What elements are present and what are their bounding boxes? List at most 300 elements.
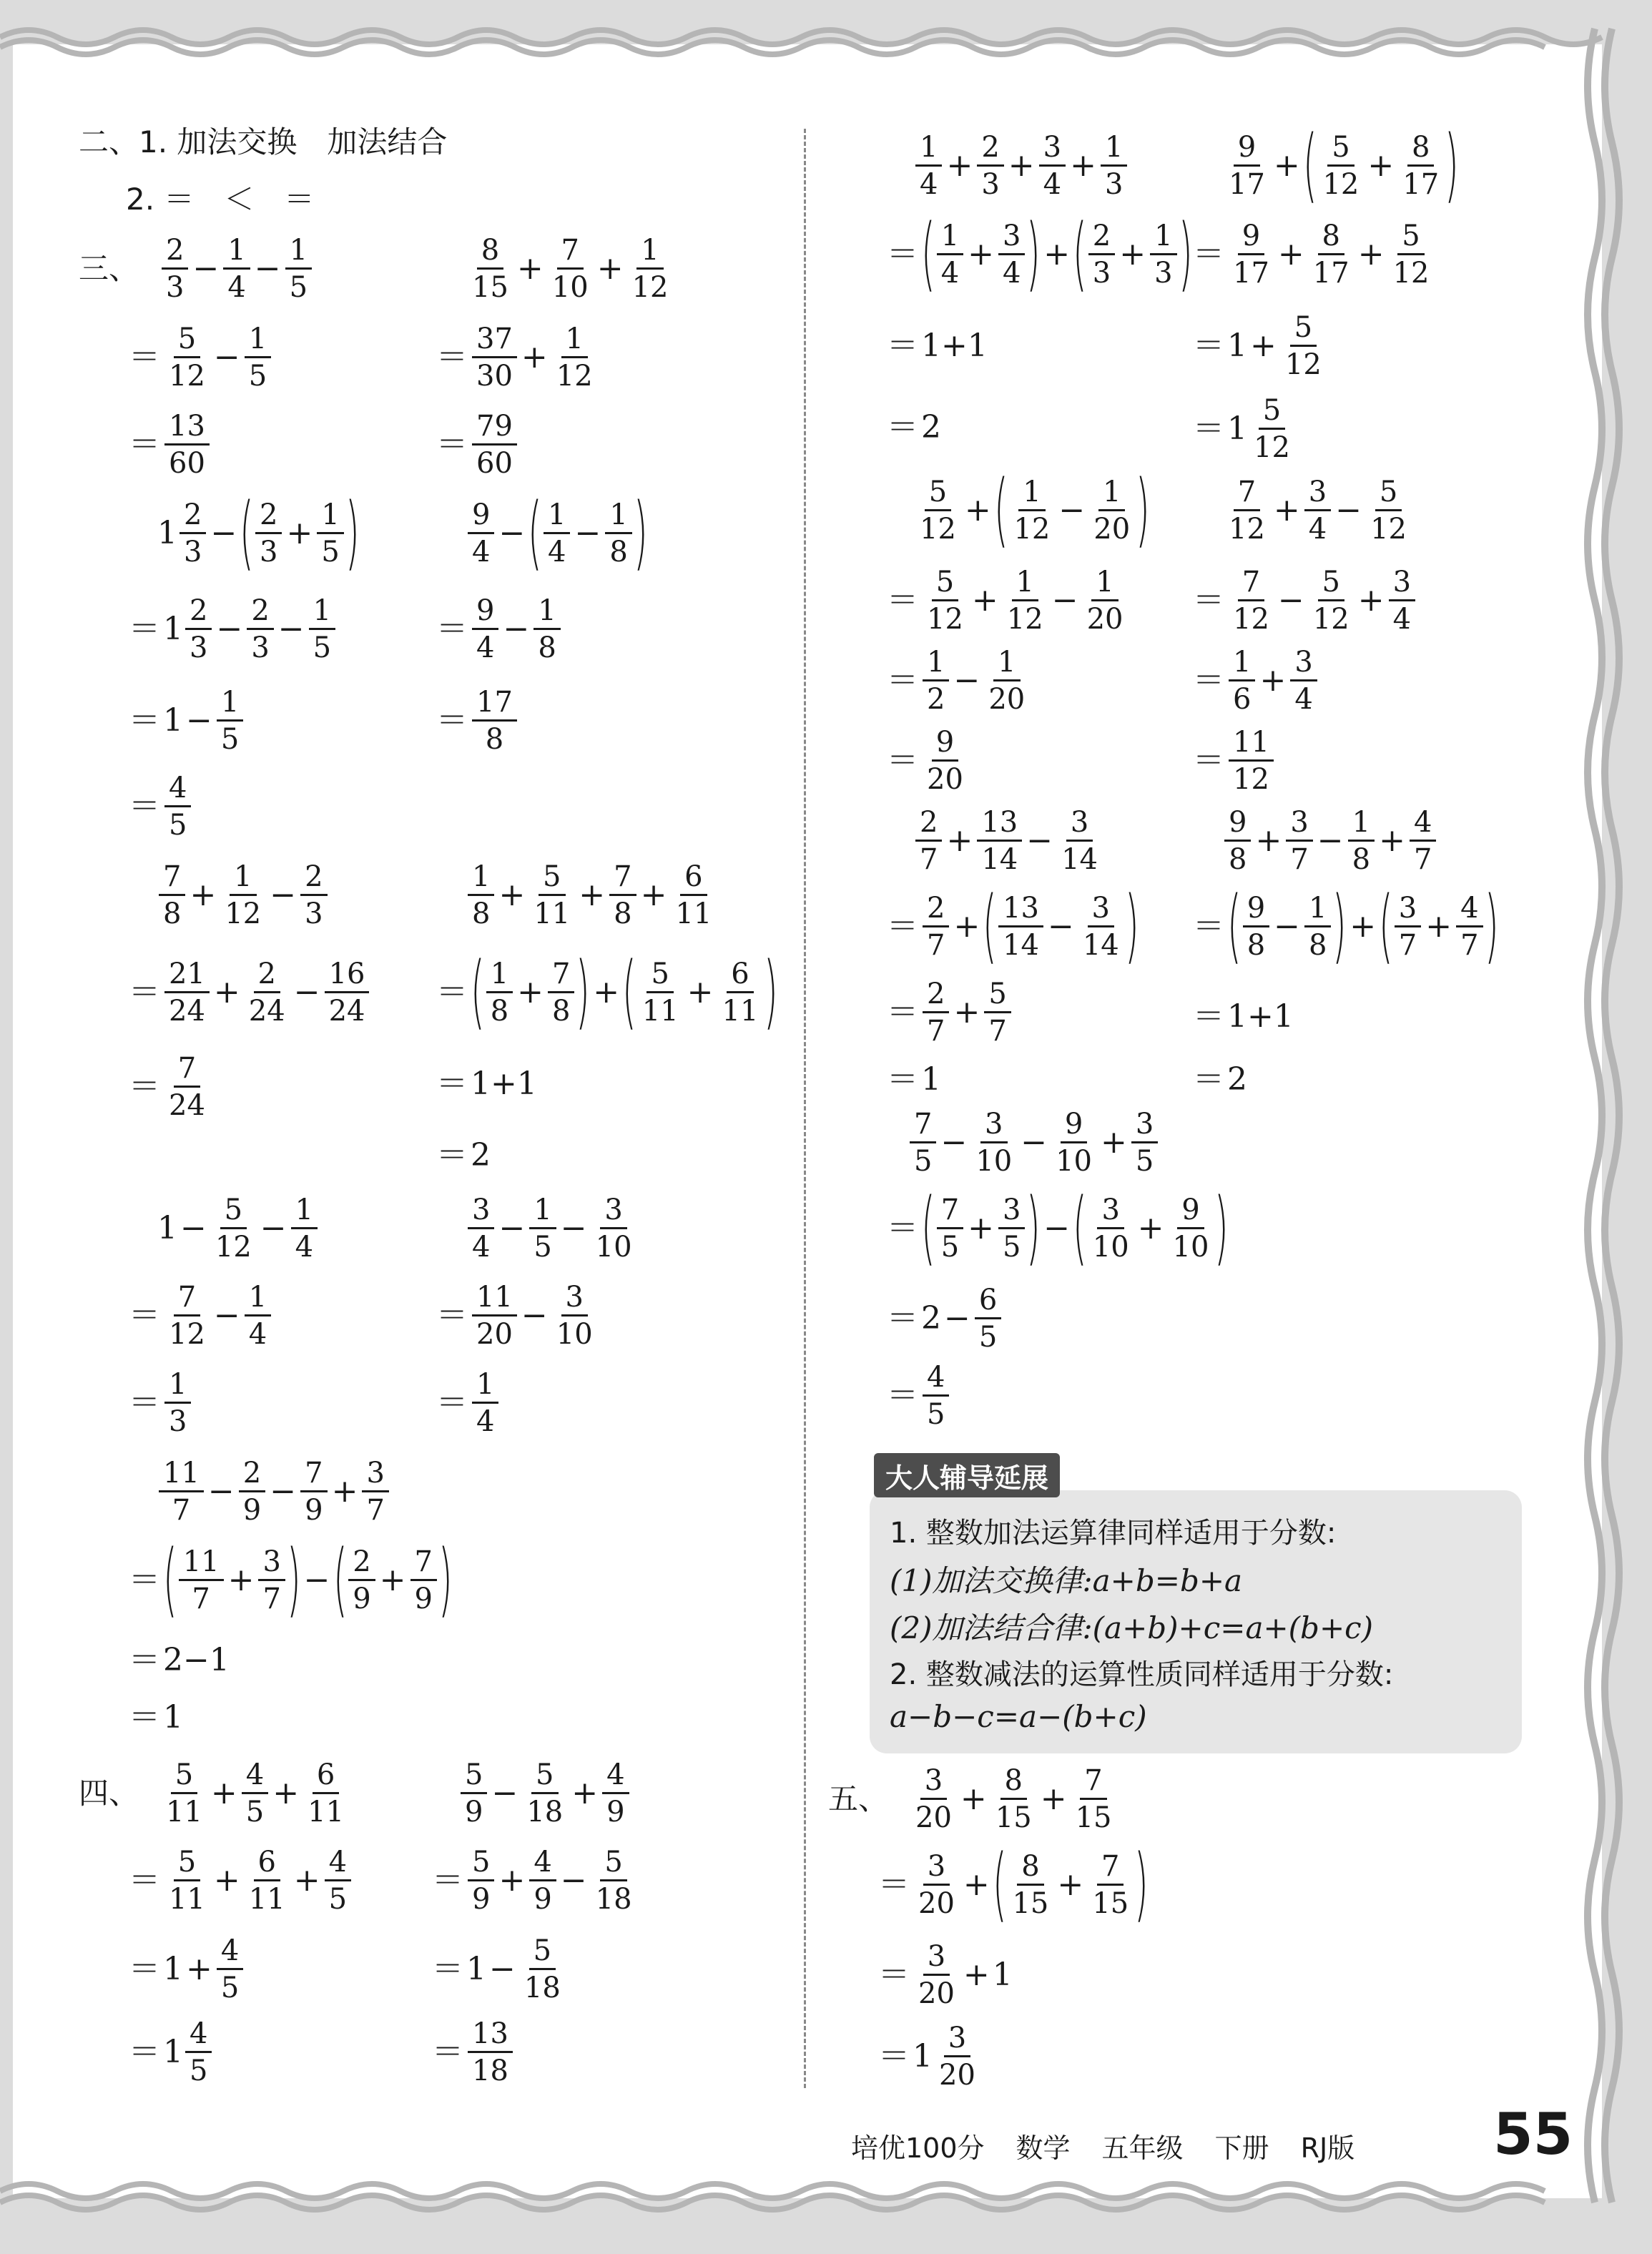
left-paren: (: [1379, 880, 1393, 973]
denominator: 5: [534, 1231, 552, 1264]
numerator: 4: [923, 1363, 949, 1397]
denominator: 5: [220, 1972, 240, 2004]
fraction: [309, 596, 335, 662]
equals-sign: ＝: [432, 1862, 463, 1899]
denominator: 10: [975, 1145, 1013, 1178]
denominator: 60: [476, 447, 513, 480]
fraction: [1089, 476, 1134, 546]
fraction: [1078, 894, 1124, 960]
fraction: [1003, 568, 1048, 634]
denominator: 5: [220, 723, 240, 756]
fraction: [179, 1547, 224, 1613]
fraction: [242, 1758, 268, 1829]
numerator: 9: [1224, 808, 1251, 842]
denominator: 3: [184, 536, 202, 569]
right-paren: ): [286, 1533, 301, 1627]
fraction: [520, 1936, 565, 2002]
denominator: 17: [1312, 257, 1349, 290]
numerator: 7: [557, 236, 584, 270]
expr-row: [126, 1699, 183, 1736]
numerator: 3: [998, 222, 1025, 255]
value: 2: [921, 409, 941, 446]
fraction: [984, 648, 1029, 714]
equals-sign: ＝: [129, 1384, 160, 1421]
operator: −: [521, 1297, 548, 1334]
equals-sign: ＝: [129, 339, 160, 375]
fraction: [1304, 476, 1331, 546]
operator: +: [1273, 147, 1300, 184]
expr-row: [908, 1110, 1159, 1176]
expr-row: [433, 1068, 537, 1100]
operator: −: [1335, 492, 1362, 528]
fraction: [1286, 808, 1312, 874]
fraction: [1088, 1194, 1134, 1264]
expr-row: [126, 323, 272, 393]
fraction: [159, 1459, 204, 1525]
denominator: 9: [472, 1883, 491, 1916]
left-paren: (: [1302, 119, 1317, 212]
operator: −: [1021, 1124, 1048, 1161]
expr-row: [429, 1848, 638, 1914]
numerator: 4: [242, 1761, 268, 1794]
numerator: 5: [600, 1848, 626, 1881]
denominator: 60: [169, 447, 205, 480]
operator: +: [1040, 1781, 1067, 1817]
operator: +: [1119, 236, 1146, 272]
fraction: [164, 323, 210, 393]
equals-sign: ＝: [887, 236, 918, 272]
numerator: 9: [1061, 1110, 1087, 1143]
fraction: [217, 1936, 243, 2002]
footer-grade: 五年级: [1101, 2132, 1184, 2164]
numerator: 5: [461, 1761, 487, 1794]
fraction: [317, 498, 343, 569]
equals-sign: ＝: [887, 994, 918, 1030]
expr-row: [433, 1283, 599, 1349]
operator: −: [303, 1562, 330, 1598]
denominator: 10: [595, 1231, 632, 1264]
fraction: [1290, 648, 1317, 714]
value: 1: [1227, 328, 1247, 364]
numerator: 3: [1389, 568, 1415, 601]
fraction: [602, 1758, 629, 1829]
column-divider: [804, 129, 806, 2088]
operator: +: [213, 974, 240, 1010]
equals-sign: ＝: [1193, 662, 1224, 699]
expr-row: [429, 2019, 514, 2085]
denominator: 5: [321, 536, 340, 569]
fraction: [591, 1194, 636, 1264]
numerator: 4: [602, 1761, 629, 1794]
left-paren: (: [333, 1533, 348, 1627]
denominator: 7: [920, 843, 938, 876]
denominator: 15: [1092, 1887, 1129, 1920]
equals-sign: ＝: [129, 611, 160, 647]
expr-row: [433, 596, 562, 662]
denominator: 8: [614, 897, 632, 930]
operator: +: [1070, 147, 1096, 184]
numerator: 7: [1238, 568, 1264, 601]
fraction: [971, 1110, 1016, 1176]
denominator: 17: [1233, 257, 1269, 290]
value: 1+1: [1227, 998, 1294, 1035]
denominator: 30: [476, 360, 513, 393]
equals-sign: ＝: [887, 742, 918, 779]
equals-sign: ＝: [887, 1061, 918, 1098]
numerator: 2: [255, 501, 282, 534]
denominator: 3: [1154, 257, 1173, 290]
operator: +: [953, 908, 980, 945]
fraction: [1131, 1110, 1158, 1176]
denominator: 17: [1402, 168, 1440, 201]
denominator: 20: [1093, 513, 1131, 546]
numerator: 7: [300, 1459, 327, 1492]
operator: −: [498, 515, 526, 551]
expr-row: [884, 409, 941, 446]
numerator: 5: [1327, 133, 1354, 167]
operator: −: [953, 662, 980, 699]
fraction: [1083, 568, 1128, 634]
denominator: 7: [366, 1494, 385, 1527]
operator: +: [498, 877, 526, 913]
fraction: [185, 596, 212, 662]
numerator: 3: [1395, 894, 1421, 927]
operator: −: [560, 1862, 587, 1899]
numerator: 1: [1348, 808, 1375, 842]
operator: +: [596, 250, 624, 287]
numerator: 1: [285, 236, 312, 270]
operator: −: [270, 877, 297, 913]
denominator: 24: [169, 1089, 205, 1122]
denominator: 18: [472, 2054, 508, 2087]
expr-row: [884, 1363, 950, 1429]
denominator: 8: [1229, 843, 1247, 876]
operator: +: [953, 994, 980, 1030]
numerator: 9: [468, 501, 494, 534]
equals-sign: ＝: [129, 1562, 160, 1598]
page-footer: [851, 2117, 1566, 2174]
equals-sign: ＝: [129, 2034, 160, 2070]
operator: −: [1043, 1210, 1071, 1246]
numerator: 13: [468, 2019, 513, 2053]
fraction: [910, 1110, 936, 1176]
operator: +: [1357, 582, 1385, 619]
numerator: 13: [998, 894, 1043, 927]
equals-sign: ＝: [878, 1866, 910, 1903]
numerator: 7: [910, 1110, 936, 1143]
whole-number: 1: [1227, 410, 1247, 447]
denominator: 10: [1172, 1231, 1209, 1264]
numerator: 1: [915, 133, 942, 167]
fraction: [1224, 133, 1269, 199]
fraction: [1039, 133, 1066, 199]
operator: +: [1137, 1210, 1164, 1246]
fraction: [937, 220, 963, 290]
numerator: 1: [534, 596, 560, 630]
fraction: [461, 1758, 487, 1829]
fraction: [552, 323, 597, 393]
fraction: [468, 862, 494, 928]
denominator: 4: [920, 168, 938, 201]
fraction: [1309, 220, 1354, 290]
operator: +: [963, 1957, 990, 1993]
footer-edition: RJ版: [1300, 2132, 1355, 2164]
footer-volume: 下册: [1214, 2132, 1269, 2164]
right-paren: ): [1124, 880, 1139, 973]
left-paren: (: [921, 1181, 935, 1275]
numerator: 13: [977, 808, 1022, 842]
fraction: [159, 862, 185, 928]
fraction: [1088, 220, 1115, 290]
fraction: [977, 808, 1022, 874]
right-paren: ): [1136, 463, 1150, 557]
denominator: 11: [169, 1883, 205, 1916]
expr-row: [884, 568, 1129, 634]
operator: +: [213, 1862, 240, 1899]
expr-row: [884, 1286, 1003, 1352]
denominator: 15: [472, 271, 508, 304]
right-paren: ): [1178, 207, 1193, 301]
fraction: [1309, 568, 1354, 634]
operator: +: [1349, 908, 1377, 945]
numerator: 7: [174, 1054, 200, 1088]
numerator: 2: [923, 980, 949, 1013]
expr-row: [1190, 998, 1294, 1035]
fraction: [544, 498, 570, 569]
numerator: 1: [923, 648, 949, 681]
denominator: 9: [414, 1583, 433, 1615]
fraction: [605, 498, 631, 569]
fraction: [977, 133, 1003, 199]
whole-number: 1: [163, 2034, 183, 2070]
numerator: 1: [309, 596, 335, 630]
equals-sign: ＝: [1193, 236, 1224, 272]
denominator: 4: [472, 1231, 491, 1264]
numerator: 11: [179, 1547, 224, 1581]
numerator: 6: [727, 960, 753, 993]
numerator: 1: [230, 862, 256, 896]
numerator: 5: [932, 568, 958, 601]
denominator: 9: [465, 1796, 483, 1829]
expr-row: [433, 1137, 491, 1173]
fraction: [468, 1848, 494, 1914]
denominator: 20: [1086, 603, 1124, 636]
expr-row: [126, 958, 370, 1028]
denominator: 7: [988, 1015, 1007, 1048]
fraction: [1229, 728, 1274, 794]
numerator: 7: [410, 1547, 437, 1581]
tip-line-1: 1. 整数加法运算律同样适用于分数:: [890, 1517, 1337, 1550]
numerator: 3: [1290, 648, 1317, 681]
denominator: 8: [485, 723, 504, 756]
decorative-wave-right: [1566, 0, 1652, 2254]
expr-row: [884, 1061, 941, 1098]
fraction: [1410, 808, 1436, 874]
numerator: 1: [317, 501, 343, 534]
denominator: 10: [556, 1318, 593, 1351]
fraction: [1243, 894, 1269, 960]
operator: +: [968, 236, 995, 272]
equals-sign: ＝: [436, 702, 468, 739]
denominator: 12: [169, 1318, 205, 1351]
denominator: 11: [166, 1796, 202, 1829]
numerator: 5: [1375, 478, 1402, 511]
denominator: 9: [242, 1494, 262, 1527]
numerator: 5: [174, 325, 200, 358]
numerator: 9: [1177, 1196, 1204, 1229]
denominator: 5: [169, 809, 187, 842]
numerator: 3: [600, 1196, 626, 1229]
fraction: [1304, 894, 1331, 960]
expr-row: [126, 1283, 272, 1349]
right-paren: ): [345, 486, 360, 580]
expr-row: [1190, 220, 1435, 290]
expr-row: [1223, 808, 1437, 874]
operator: +: [1057, 1866, 1084, 1903]
numerator: 1: [1150, 222, 1176, 255]
operator: +: [379, 1562, 406, 1598]
numerator: 3: [561, 1283, 588, 1317]
denominator: 12: [1254, 431, 1290, 464]
denominator: 18: [526, 1796, 564, 1829]
operator: +: [517, 974, 544, 1010]
operator: −: [277, 611, 305, 647]
value: 1+1: [471, 1066, 537, 1102]
denominator: 8: [490, 995, 509, 1028]
numerator: 9: [472, 596, 498, 630]
expr-row: [126, 688, 245, 754]
denominator: 15: [1012, 1887, 1049, 1920]
fraction: [468, 2019, 513, 2085]
equals-sign: ＝: [436, 339, 468, 375]
left-paren: (: [993, 463, 1008, 557]
whole-number: 1: [157, 515, 177, 551]
section5-label: 五、: [828, 1781, 889, 1816]
operator: +: [293, 1862, 320, 1899]
equals-sign: ＝: [1193, 908, 1224, 945]
denominator: 8: [609, 536, 628, 569]
denominator: 17: [1229, 168, 1265, 201]
numerator: 5: [984, 980, 1011, 1013]
fraction: [1229, 220, 1274, 290]
numerator: 9: [932, 728, 958, 762]
operator: −: [216, 611, 243, 647]
expr-row: [466, 486, 648, 580]
numerator: 8: [477, 236, 503, 270]
operator: +: [1379, 822, 1405, 859]
equals-sign: ＝: [887, 582, 918, 619]
denominator: 3: [260, 536, 278, 569]
equals-sign: ＝: [887, 1377, 918, 1414]
operator: +: [286, 515, 313, 551]
denominator: 6: [1233, 683, 1252, 716]
fraction: [325, 1848, 351, 1914]
numerator: 5: [1397, 222, 1424, 255]
value: 2: [1227, 1061, 1247, 1098]
equals-sign: ＝: [887, 1300, 918, 1337]
expr-row: [914, 808, 1103, 874]
expr-row: [157, 1194, 319, 1264]
expr-row: [126, 1848, 353, 1914]
denominator: 12: [927, 603, 963, 636]
numerator: 1: [1091, 568, 1118, 601]
denominator: 12: [1370, 513, 1407, 546]
denominator: 8: [552, 995, 571, 1028]
equals-sign: ＝: [887, 328, 918, 364]
equals-sign: ＝: [887, 409, 918, 446]
expr-row: [126, 2019, 213, 2085]
fraction: [1366, 476, 1411, 546]
expr-row: [433, 688, 518, 754]
fraction: [991, 1766, 1036, 1832]
whole-number: 1: [163, 611, 183, 647]
fraction: [522, 1758, 567, 1829]
section2-line1: 二、1. 加法交换 加法结合: [79, 124, 448, 159]
operator: +: [1255, 822, 1282, 859]
denominator: 12: [1392, 257, 1430, 290]
numerator: 1: [937, 222, 963, 255]
fraction: [1224, 476, 1269, 546]
operator: −: [254, 250, 281, 287]
fraction: [914, 1852, 959, 1918]
expr-row: [126, 1642, 230, 1678]
fraction: [915, 476, 960, 546]
denominator: 12: [1322, 168, 1360, 201]
denominator: 2: [927, 683, 945, 716]
operator: −: [1026, 822, 1053, 859]
operator: −: [1047, 908, 1074, 945]
denominator: 9: [305, 1494, 323, 1527]
fraction: [410, 1547, 437, 1613]
numerator: 2: [185, 596, 212, 630]
fraction: [239, 1459, 265, 1525]
fraction: [220, 862, 265, 928]
denominator: 4: [548, 536, 566, 569]
numerator: 1: [1101, 133, 1127, 167]
denominator: 24: [328, 995, 365, 1028]
denominator: 5: [978, 1321, 998, 1354]
right-paren: ): [1484, 880, 1499, 973]
denominator: 5: [289, 271, 308, 304]
value: 2: [471, 1137, 491, 1173]
operator: +: [1250, 328, 1277, 364]
operator: −: [186, 702, 212, 739]
equals-sign: ＝: [1193, 1061, 1224, 1098]
expr-row: [875, 1942, 1013, 2008]
section4-label: 四、: [79, 1776, 139, 1811]
operator: −: [207, 1473, 235, 1510]
numerator: 2: [977, 133, 1003, 167]
denominator: 7: [172, 1494, 191, 1527]
expr-row: [126, 1054, 211, 1120]
right-paren: ): [1026, 207, 1041, 301]
equals-sign: ＝: [129, 426, 160, 463]
denominator: 7: [1413, 843, 1432, 876]
equals-sign: ＝: [887, 908, 918, 945]
fraction: [591, 1848, 636, 1914]
numerator: 4: [529, 1848, 556, 1881]
expr-row: [433, 323, 599, 393]
numerator: 1: [1012, 568, 1038, 601]
denominator: 8: [1352, 843, 1371, 876]
fraction: [1281, 313, 1326, 379]
fraction: [998, 1194, 1025, 1264]
expr-row: [914, 463, 1150, 557]
equals-sign: ＝: [878, 2038, 910, 2075]
right-paren: ): [764, 945, 779, 1039]
fraction: [1009, 476, 1054, 546]
numerator: 2: [254, 960, 280, 993]
